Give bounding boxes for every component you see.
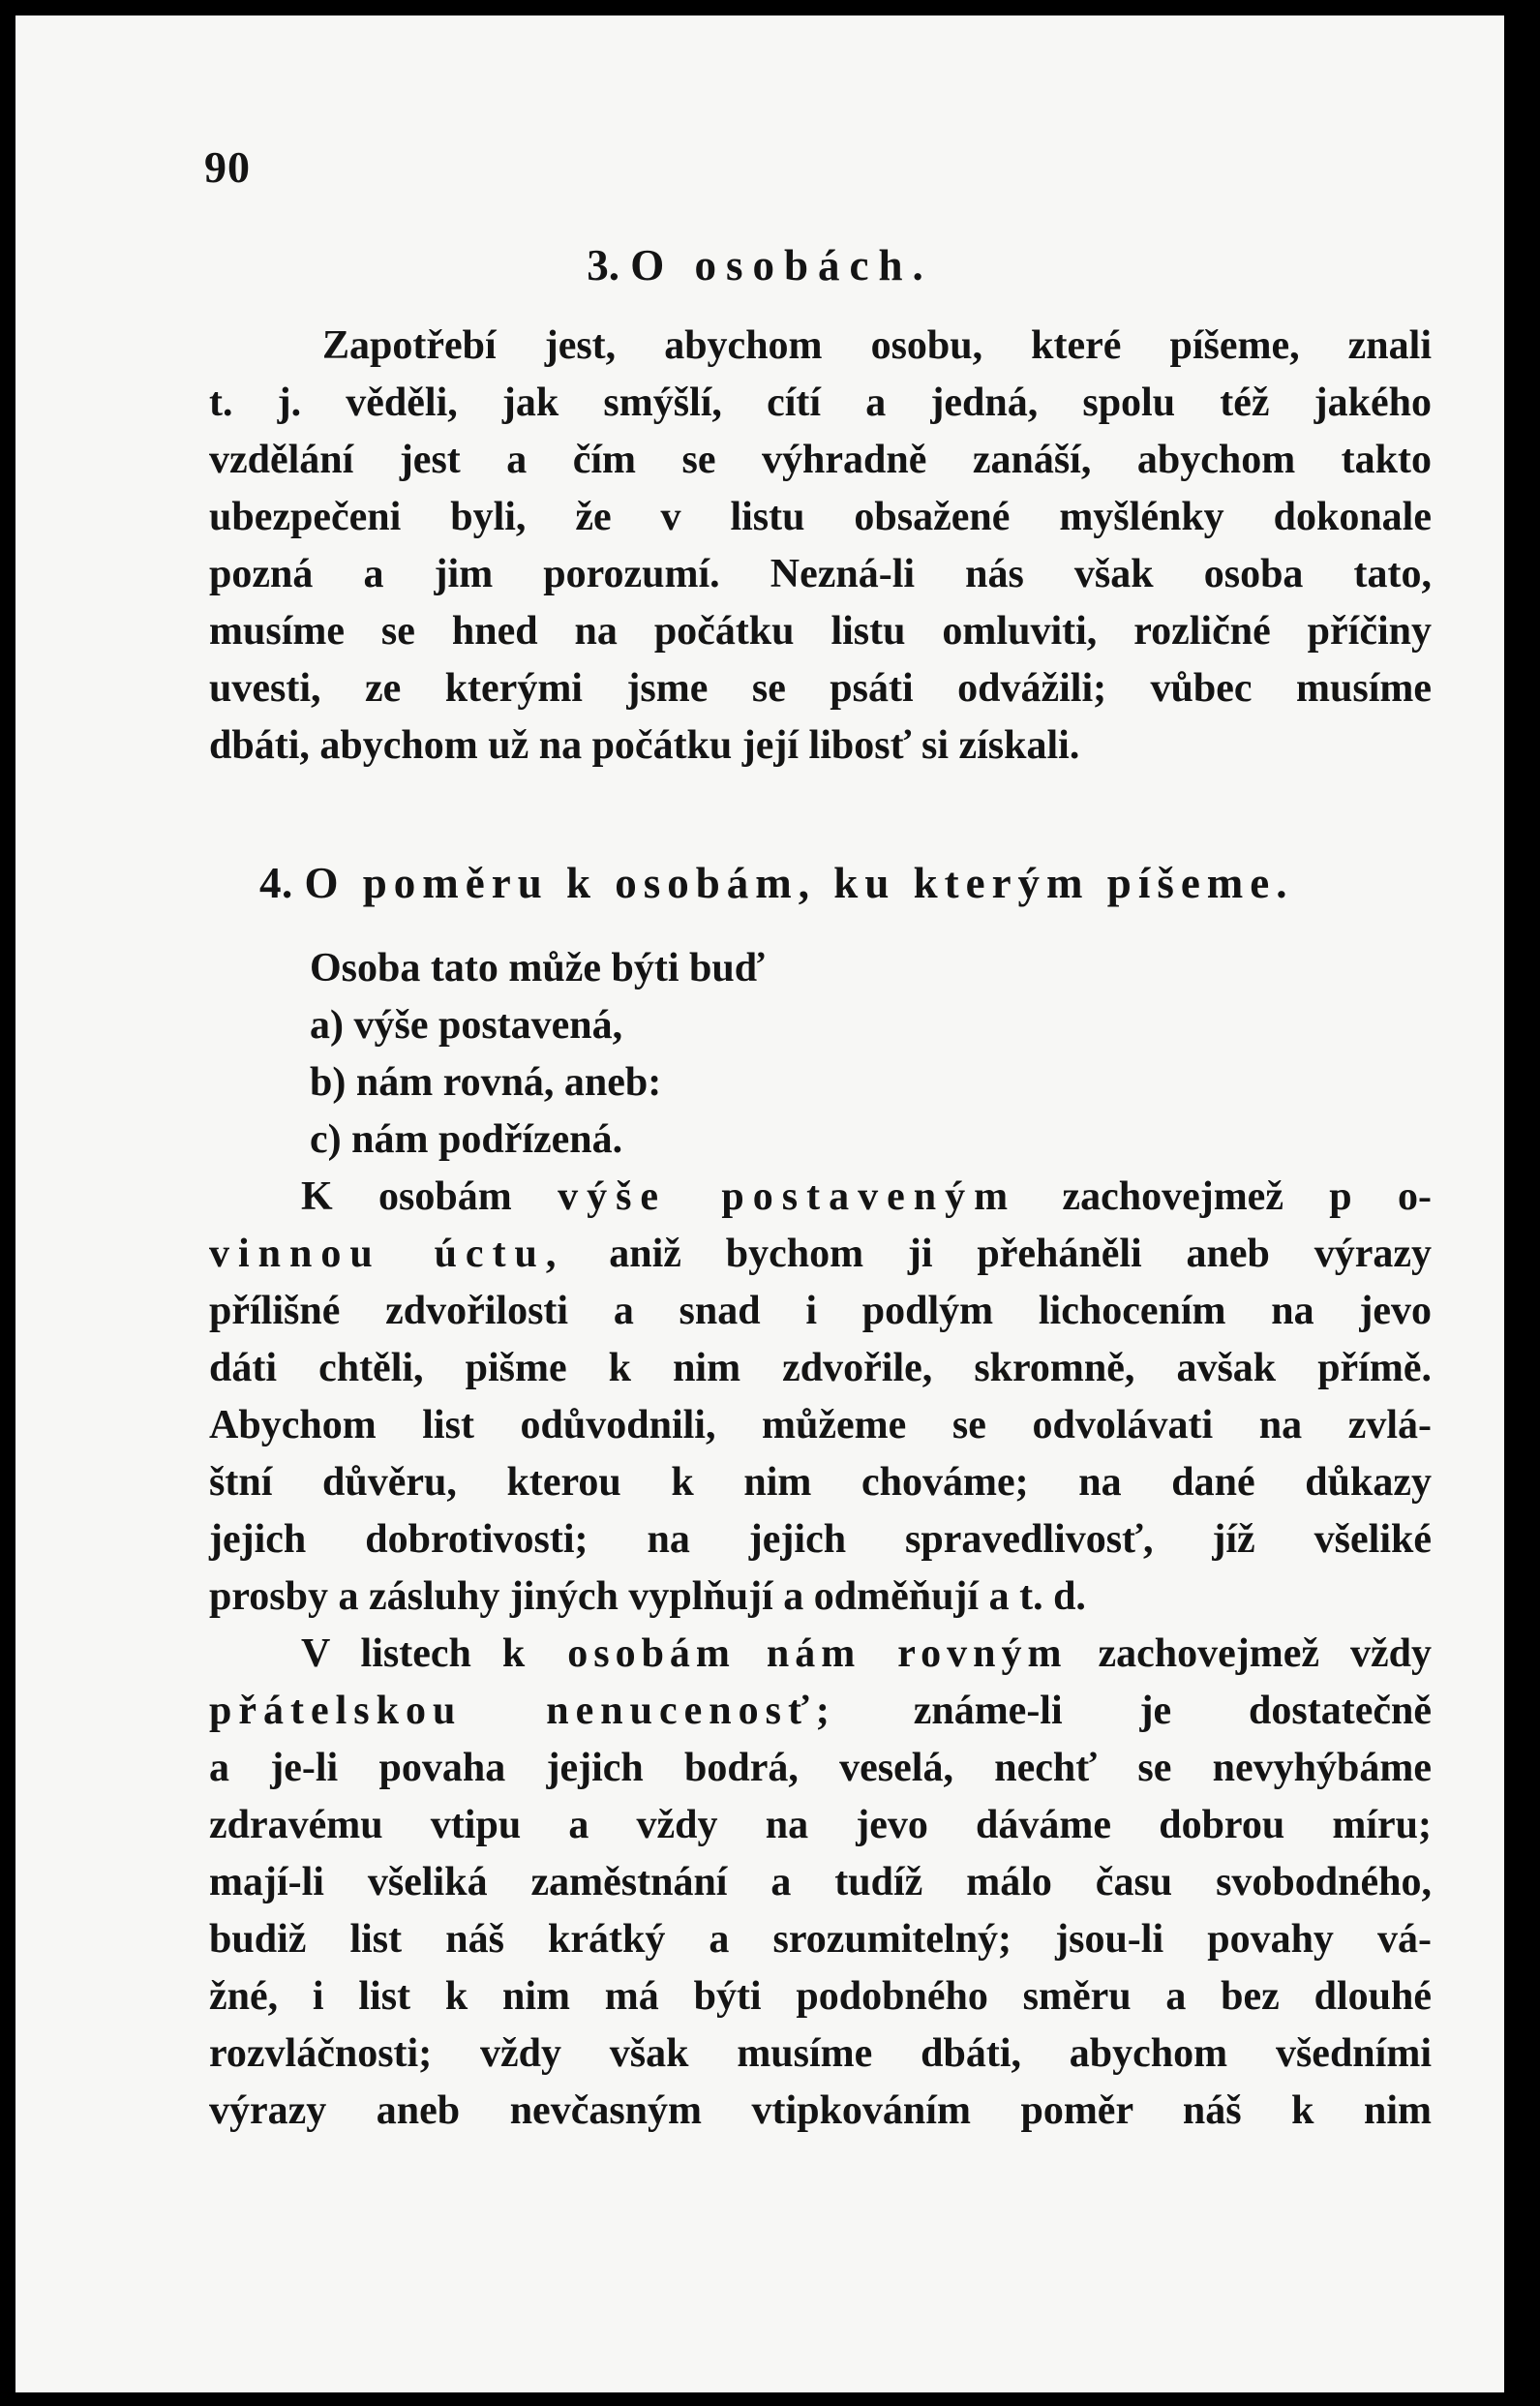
paragraph-line: dbáti, abychom už na počátku její libosť si získali. (209, 723, 1080, 768)
paragraph-line: Zapotřebí jest, abychom osobu, které píšeme, znali (322, 323, 1432, 368)
paragraph-line: výrazy aneb nevčasným vtipkováním poměr náš k nim (209, 2088, 1432, 2133)
book-page (15, 15, 1504, 2392)
paragraph-line: pozná a jim porozumí. Nezná-li nás však osoba tato, (209, 552, 1432, 596)
paragraph-line: musíme se hned na počátku listu omluviti, rozličné příčiny (209, 609, 1432, 654)
paragraph-line: štní důvěru, kterou k nim chováme; na dané důkazy (209, 1460, 1432, 1505)
paragraph-line: vzdělání jest a čím se výhradně zanáší, abychom takto (209, 438, 1432, 482)
list-item: b) nám rovná, aneb: (310, 1060, 662, 1105)
emphasis-run: vinnou úctu, (209, 1232, 565, 1276)
section-3-number: 3. (587, 241, 619, 289)
list-item: a) výše postavená, (310, 1003, 623, 1048)
paragraph-line (209, 1626, 1432, 1683)
section-4-heading (259, 858, 1294, 908)
list-intro: Osoba tato může býti buď (310, 946, 765, 990)
section-3-heading (15, 240, 1504, 290)
section-4-title: O poměru k osobám, ku kterým píšeme. (304, 859, 1294, 907)
paragraph-line (209, 1226, 1432, 1283)
text-run: aniž bychom ji přeháněli aneb výrazy (564, 1232, 1432, 1276)
section-3-title: O osobách. (630, 241, 933, 289)
emphasis-run: přátelskou nenucenosť; (209, 1689, 836, 1733)
emphasis-run: k osobám (501, 1631, 736, 1676)
page-number: 90 (204, 142, 251, 192)
text-run: zachovejmež vždy (1067, 1631, 1433, 1676)
paragraph-line: rozvláčnosti; vždy však musíme dbáti, abychom všedními (209, 2031, 1432, 2076)
paragraph-line: žné, i list k nim má býti podobného směru a bez dlouhé (209, 1974, 1432, 2019)
paragraph-line (209, 1683, 1432, 1740)
text-run: V listech (301, 1631, 502, 1676)
paragraph-line: přílišné zdvořilosti a snad i podlým lichocením na jevo (209, 1289, 1432, 1333)
paragraph-line: Abychom list odůvodnili, můžeme se odvolávati na zvlá- (209, 1403, 1432, 1447)
section-4-number: 4. (259, 859, 293, 907)
paragraph-line: dáti chtěli, pišme k nim zdvořile, skromně, avšak přímě. (209, 1346, 1432, 1390)
paragraph-line: ubezpečeni byli, že v listu obsažené myšlénky dokonale (209, 495, 1432, 539)
paragraph-2 (209, 1169, 1432, 1626)
paragraph-line: jejich dobrotivosti; na jejich spravedlivosť, jíž všeliké (209, 1517, 1432, 1562)
list-item: c) nám podřízená. (310, 1117, 623, 1162)
paragraph-line: mají-li všeliká zaměstnání a tudíž málo času svobodného, (209, 1860, 1432, 1904)
paragraph-1 (209, 318, 1432, 775)
paragraph-3 (209, 1626, 1432, 2140)
list-block (310, 940, 765, 1169)
emphasis-run: nám rovným (766, 1631, 1068, 1676)
text-run: zachovejmež p o- (1016, 1174, 1433, 1219)
paragraph-line: budiž list náš krátký a srozumitelný; jsou-li povahy vá- (209, 1917, 1432, 1962)
text-run: známe-li je dostatečně (835, 1689, 1432, 1733)
paragraph-line: a je-li povaha jejich bodrá, veselá, nechť se nevyhýbáme (209, 1746, 1432, 1790)
paragraph-line: prosby a zásluhy jiných vyplňují a odměňují a t. d. (209, 1574, 1086, 1619)
emphasis-run: výše postaveným (558, 1174, 1017, 1219)
paragraph-line: uvesti, ze kterými jsme se psáti odvážili; vůbec musíme (209, 666, 1432, 711)
text-run: K osobám (301, 1174, 559, 1219)
text-run (736, 1631, 767, 1676)
paragraph-line (209, 1169, 1432, 1226)
paragraph-line: t. j. věděli, jak smýšlí, cítí a jedná, spolu též jakého (209, 381, 1432, 425)
paragraph-line: zdravému vtipu a vždy na jevo dáváme dobrou míru; (209, 1803, 1432, 1847)
